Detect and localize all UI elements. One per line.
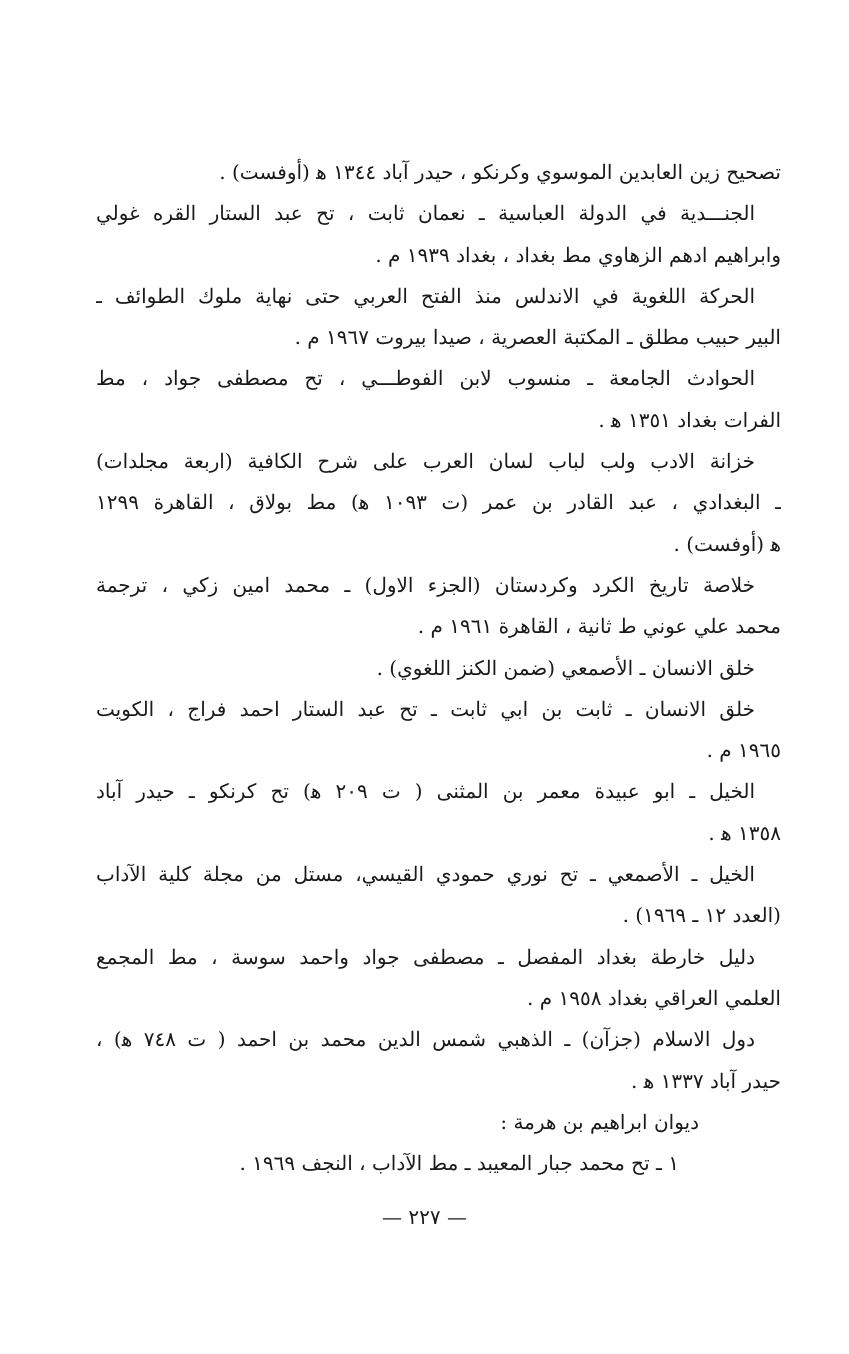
- text-line: محمد علي عوني ط ثانية ، القاهرة ١٩٦١ م .: [417, 614, 781, 639]
- text-line: الخيل ـ ابو عبيدة معمر بن المثنى ( ت ٢٠٩ ﻫ) تح كرنكو ـ حيدر آباد: [96, 779, 756, 804]
- text-line: الفرات بغداد ١٣٥١ ﻫ .: [598, 407, 781, 432]
- text-line: العلمي العراقي بغداد ١٩٥٨ م .: [527, 985, 781, 1010]
- page-number: — ٢٢٧ —: [382, 1205, 467, 1229]
- text-line: الجنـــدية في الدولة العباسية ـ نعمان ثابت ، تح عبد الستار القره غولي: [96, 201, 755, 226]
- text-line: خلق الانسان ـ الأصمعي (ضمن الكنز اللغوي) .: [376, 655, 755, 680]
- text-line: الحركة اللغوية في الاندلس منذ الفتح العربي حتى نهاية ملوك الطوائف ـ: [96, 283, 755, 308]
- text-line: ١٩٦٥ م .: [706, 738, 781, 763]
- text-line: تصحيح زين العابدين الموسوي وكرنكو ، حيدر آباد ١٣٤٤ ﻫ (أوفست) .: [219, 160, 781, 184]
- text-line: (العدد ١٢ ـ ١٩٦٩) .: [622, 903, 781, 928]
- text-line: خزانة الادب ولب لباب لسان العرب على شرح الكافية (اربعة مجلدات): [96, 449, 755, 474]
- bibliography-text: [96, 152, 781, 1184]
- text-line: دليل خارطة بغداد المفصل ـ مصطفى جواد واحمد سوسة ، مط المجمع: [96, 944, 755, 969]
- text-line: ١ ـ تح محمد جبار المعيبد ـ مط الآداب ، النجف ١٩٦٩ .: [239, 1151, 679, 1176]
- text-line: خلاصة تاريخ الكرد وكردستان (الجزء الاول) ـ محمد امين زكي ، ترجمة: [96, 572, 755, 597]
- text-line: الخيل ـ الأصمعي ـ تح نوري حمودي القيسي، مستل من مجلة كلية الآداب: [96, 862, 755, 887]
- text-line: وابراهيم ادهم الزهاوي مط بغداد ، بغداد ١٩٣٩ م .: [375, 242, 781, 267]
- text-line: دول الاسلام (جزآن) ـ الذهبي شمس الدين محمد بن احمد ( ت ٧٤٨ ﻫ) ،: [96, 1027, 755, 1052]
- text-line: حيدر آباد ١٣٣٧ ﻫ .: [631, 1068, 781, 1093]
- text-line: الحوادث الجامعة ـ منسوب لابن الفوطـــي ، تح مصطفى جواد ، مط: [96, 366, 755, 391]
- text-line: خلق الانسان ـ ثابت بن ابي ثابت ـ تح عبد الستار احمد فراج ، الكويت: [96, 696, 755, 721]
- text-line: البير حبيب مطلق ـ المكتبة العصرية ، صيدا بيروت ١٩٦٧ م .: [294, 325, 781, 350]
- text-line: ١٣٥٨ ﻫ .: [708, 820, 781, 845]
- text-line: ديوان ابراهيم بن هرمة :: [500, 1109, 699, 1134]
- text-line: ﻫ (أوفست) .: [673, 531, 781, 556]
- text-line: ـ البغدادي ، عبد القادر بن عمر (ت ١٠٩٣ ﻫ) مط بولاق ، القاهرة ١٢٩٩: [96, 490, 781, 515]
